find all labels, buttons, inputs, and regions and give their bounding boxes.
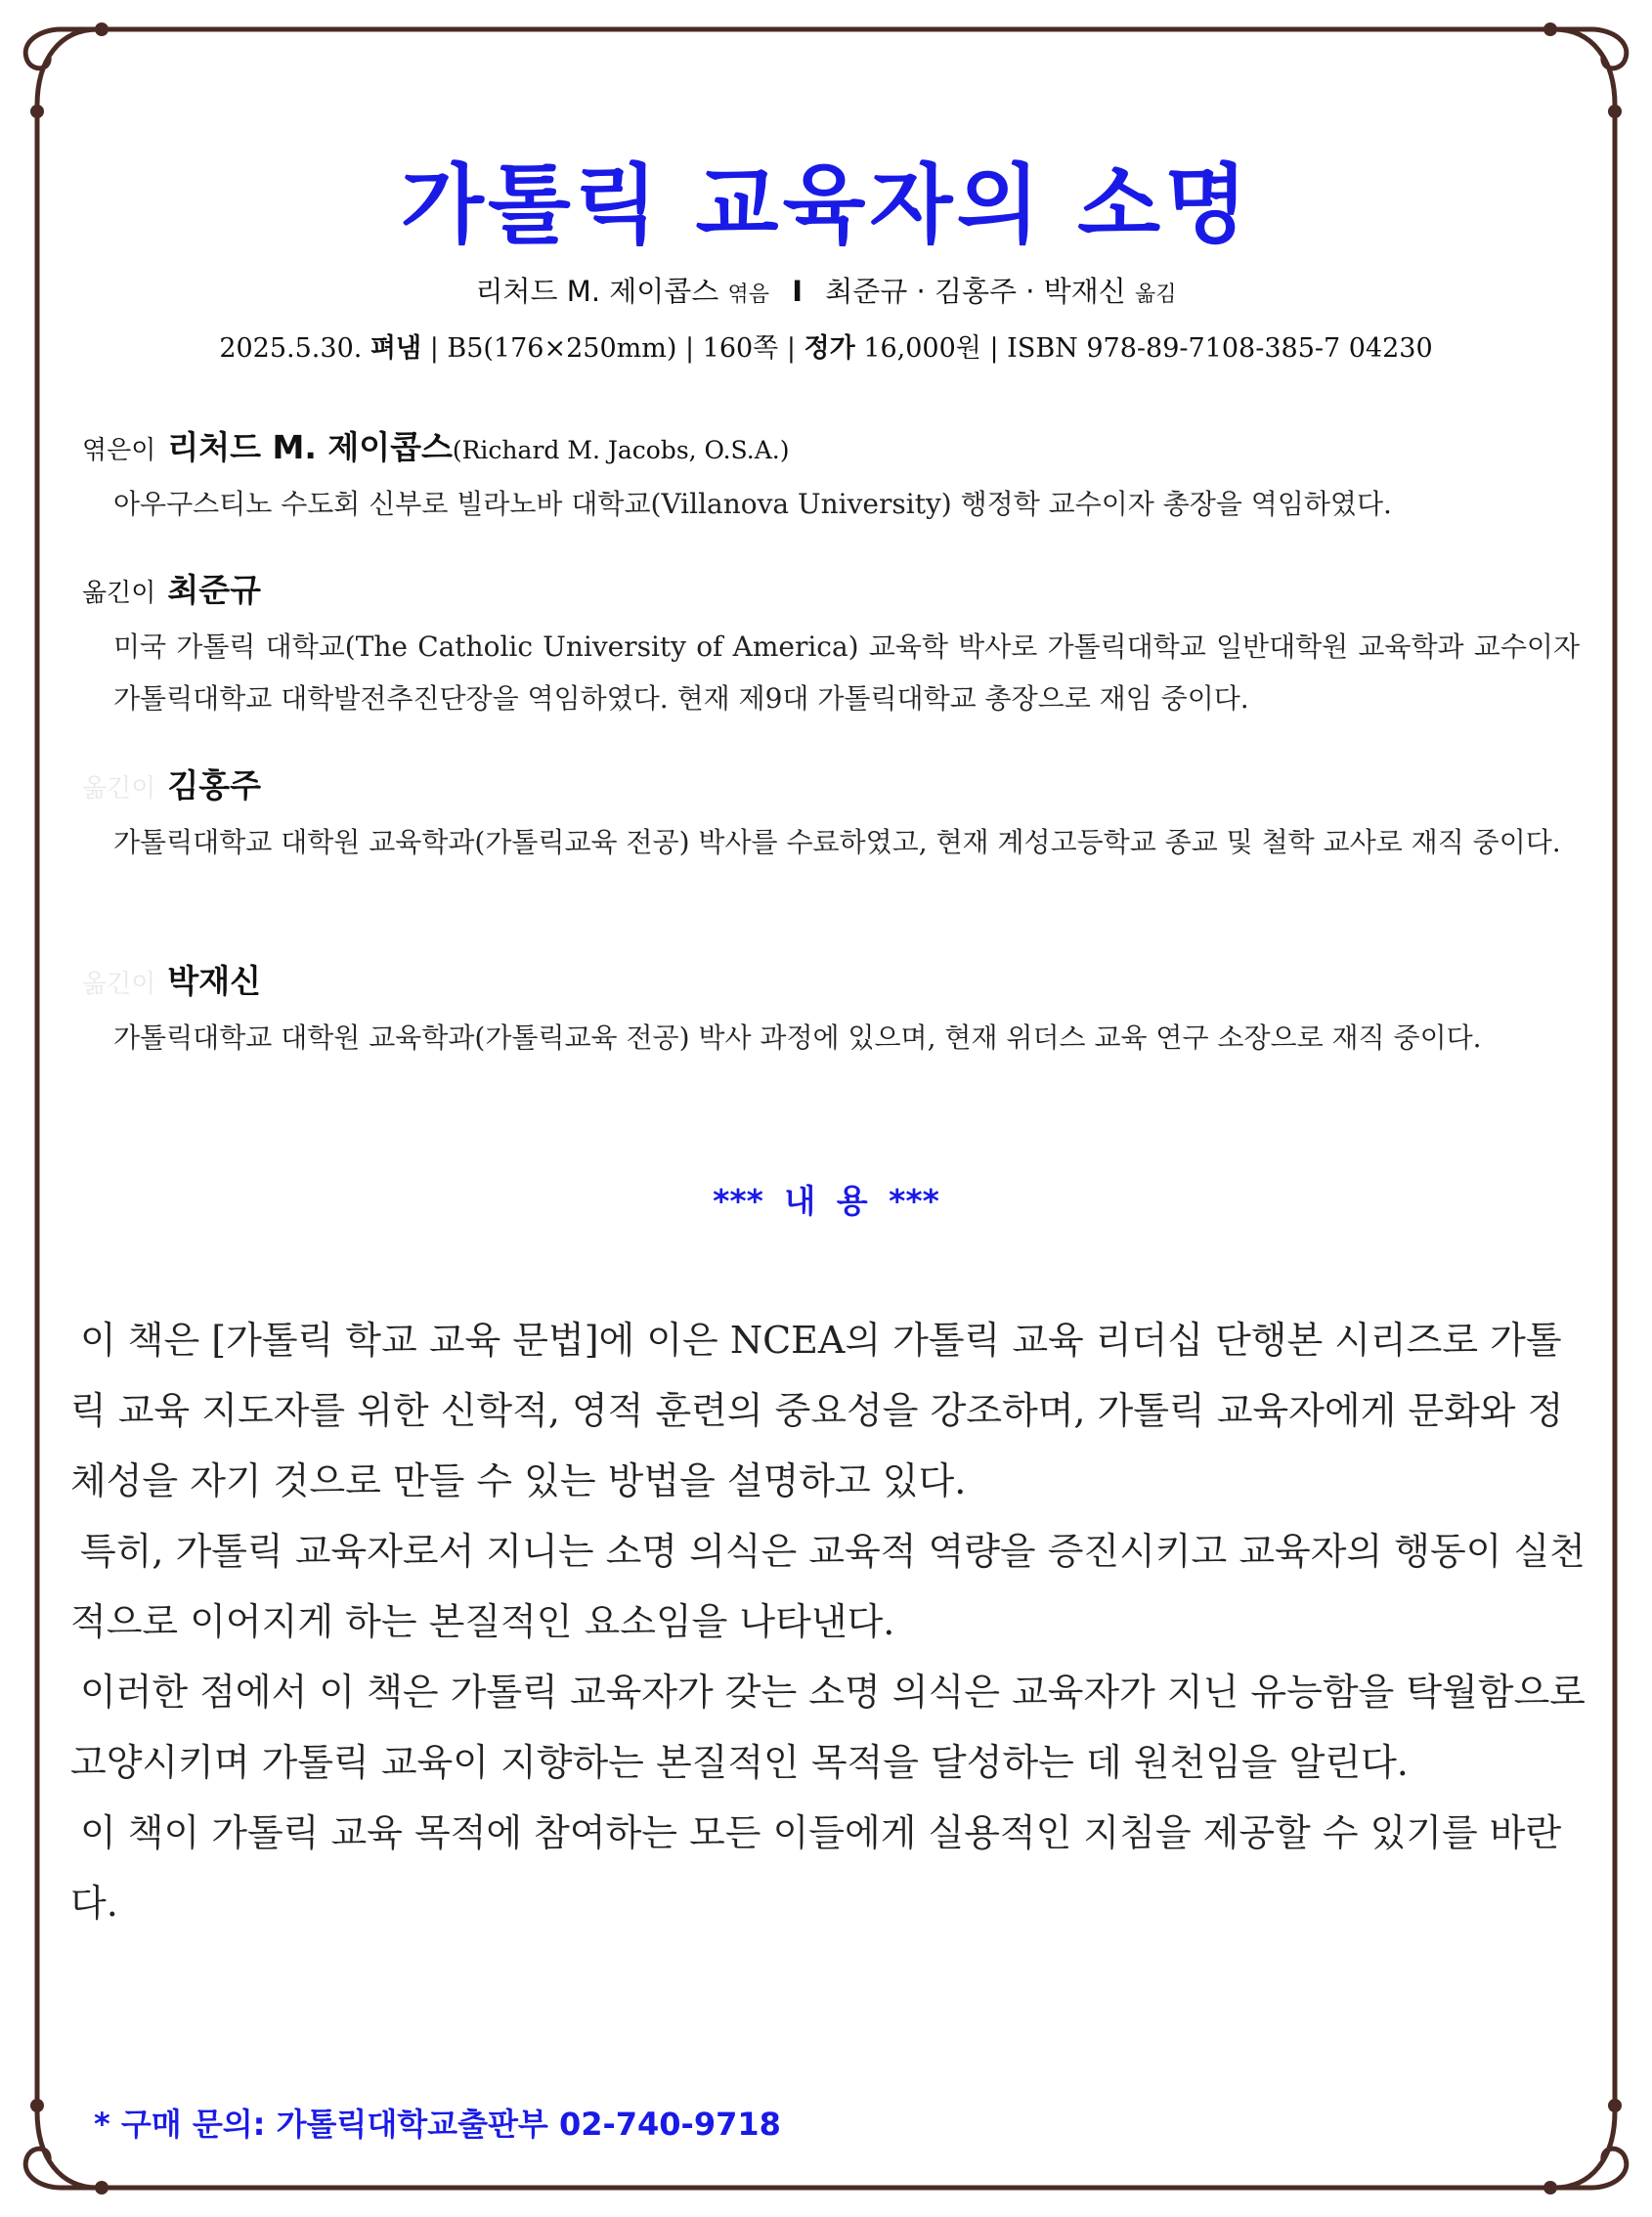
page-count: 160쪽 <box>702 333 779 364</box>
book-format: B5(176×250mm) <box>447 333 677 364</box>
content-body <box>70 1305 1595 1938</box>
person-role: 옮긴이 <box>82 774 156 804</box>
translator-names: 최준규 · 김홍주 · 박재신 <box>825 275 1126 308</box>
isbn: ISBN 978-89-7108-385-7 04230 <box>1007 333 1433 364</box>
person-bio: 아우구스티노 수도회 신부로 빌라노바 대학교(Villanova University) 행정학 교수이자 총장을 역임하였다. <box>113 488 1392 520</box>
content-paragraph: 이러한 점에서 이 책은 가톨릭 교육자가 갖는 소명 의식은 교육자가 지닌 유능함을 탁월함으로 고양시키며 가톨릭 교육이 지향하는 본질적인 목적을 달성하는 데 원천임을 알린다. <box>70 1671 1586 1784</box>
pub-date-label: 펴냄 <box>370 333 422 364</box>
author-role: 엮음 <box>727 283 770 307</box>
person-name: 박재신 <box>167 962 261 1000</box>
price-label: 정가 <box>804 333 855 364</box>
author-name: 리처드 M. 제이콥스 <box>475 275 719 308</box>
content-paragraph: 이 책이 가톨릭 교육 목적에 참여하는 모든 이들에게 실용적인 지침을 제공할 수 있기를 바란다. <box>70 1811 1562 1925</box>
person-translator-3 <box>82 956 1587 1064</box>
price: 16,000원 <box>863 333 981 364</box>
corner-ornament-icon <box>1554 29 1627 106</box>
person-bio: 미국 가톨릭 대학교(The Catholic University of America) 교육학 박사로 가톨릭대학교 일반대학원 교육학과 교수이자 가톨릭대학교 대학발전추진단장을 역임하였다. 현재 제9대 가톨릭대학교 총장으로 재임 중이다. <box>113 630 1580 715</box>
content-heading: *** 내 용 *** <box>713 1182 939 1220</box>
person-bio: 가톨릭대학교 대학원 교육학과(가톨릭교육 전공) 박사 과정에 있으며, 현재 위더스 교육 연구 소장으로 재직 중이다. <box>113 1022 1482 1054</box>
person-editor <box>82 422 1587 530</box>
person-name: 최준규 <box>167 571 261 609</box>
person-original-name: (Richard M. Jacobs, O.S.A.) <box>452 436 790 464</box>
person-role: 옮긴이 <box>82 970 156 999</box>
corner-ornament-icon <box>1554 2111 1627 2188</box>
publication-meta: 2025.5.30. 펴냄 | B5(176×250mm) | 160쪽 | 정가 16,000원 | ISBN 978-89-7108-385-7 04230 <box>219 333 1433 364</box>
corner-ornament-icon <box>25 29 98 106</box>
content-paragraph: 특히, 가톨릭 교육자로서 지니는 소명 의식은 교육적 역량을 증진시키고 교육자의 행동이 실천적으로 이어지게 하는 본질적인 요소임을 나타낸다. <box>70 1530 1586 1643</box>
person-role: 옮긴이 <box>82 579 156 608</box>
content-paragraph: 이 책은 [가톨릭 학교 교육 문법]에 이은 NCEA의 가톨릭 교육 리더십 단행본 시리즈로 가톨릭 교육 지도자를 위한 신학적, 영적 훈련의 중요성을 강조하며, 가톨릭 교육자에게 문화와 정체성을 자기 것으로 만들 수 있는 방법을 설명하고 있다. <box>70 1319 1564 1502</box>
person-bio: 가톨릭대학교 대학원 교육학과(가톨릭교육 전공) 박사를 수료하였고, 현재 계성고등학교 종교 및 철학 교사로 재직 중이다. <box>113 826 1561 858</box>
purchase-contact: * 구매 문의: 가톨릭대학교출판부 02-740-9718 <box>94 2106 781 2143</box>
byline <box>0 270 1652 310</box>
pub-date: 2025.5.30. <box>219 333 363 364</box>
person-role: 엮은이 <box>82 436 156 465</box>
person-name: 김홍주 <box>167 766 261 804</box>
corner-ornament-icon <box>25 2111 98 2188</box>
person-name: 리처드 M. 제이콥스 <box>167 428 453 466</box>
person-translator-1 <box>82 565 1587 724</box>
byline-separator: I <box>792 275 804 308</box>
translator-role: 옮김 <box>1134 283 1177 307</box>
book-title: 가톨릭 교육자의 소명 <box>400 154 1252 255</box>
person-translator-2 <box>82 761 1587 868</box>
